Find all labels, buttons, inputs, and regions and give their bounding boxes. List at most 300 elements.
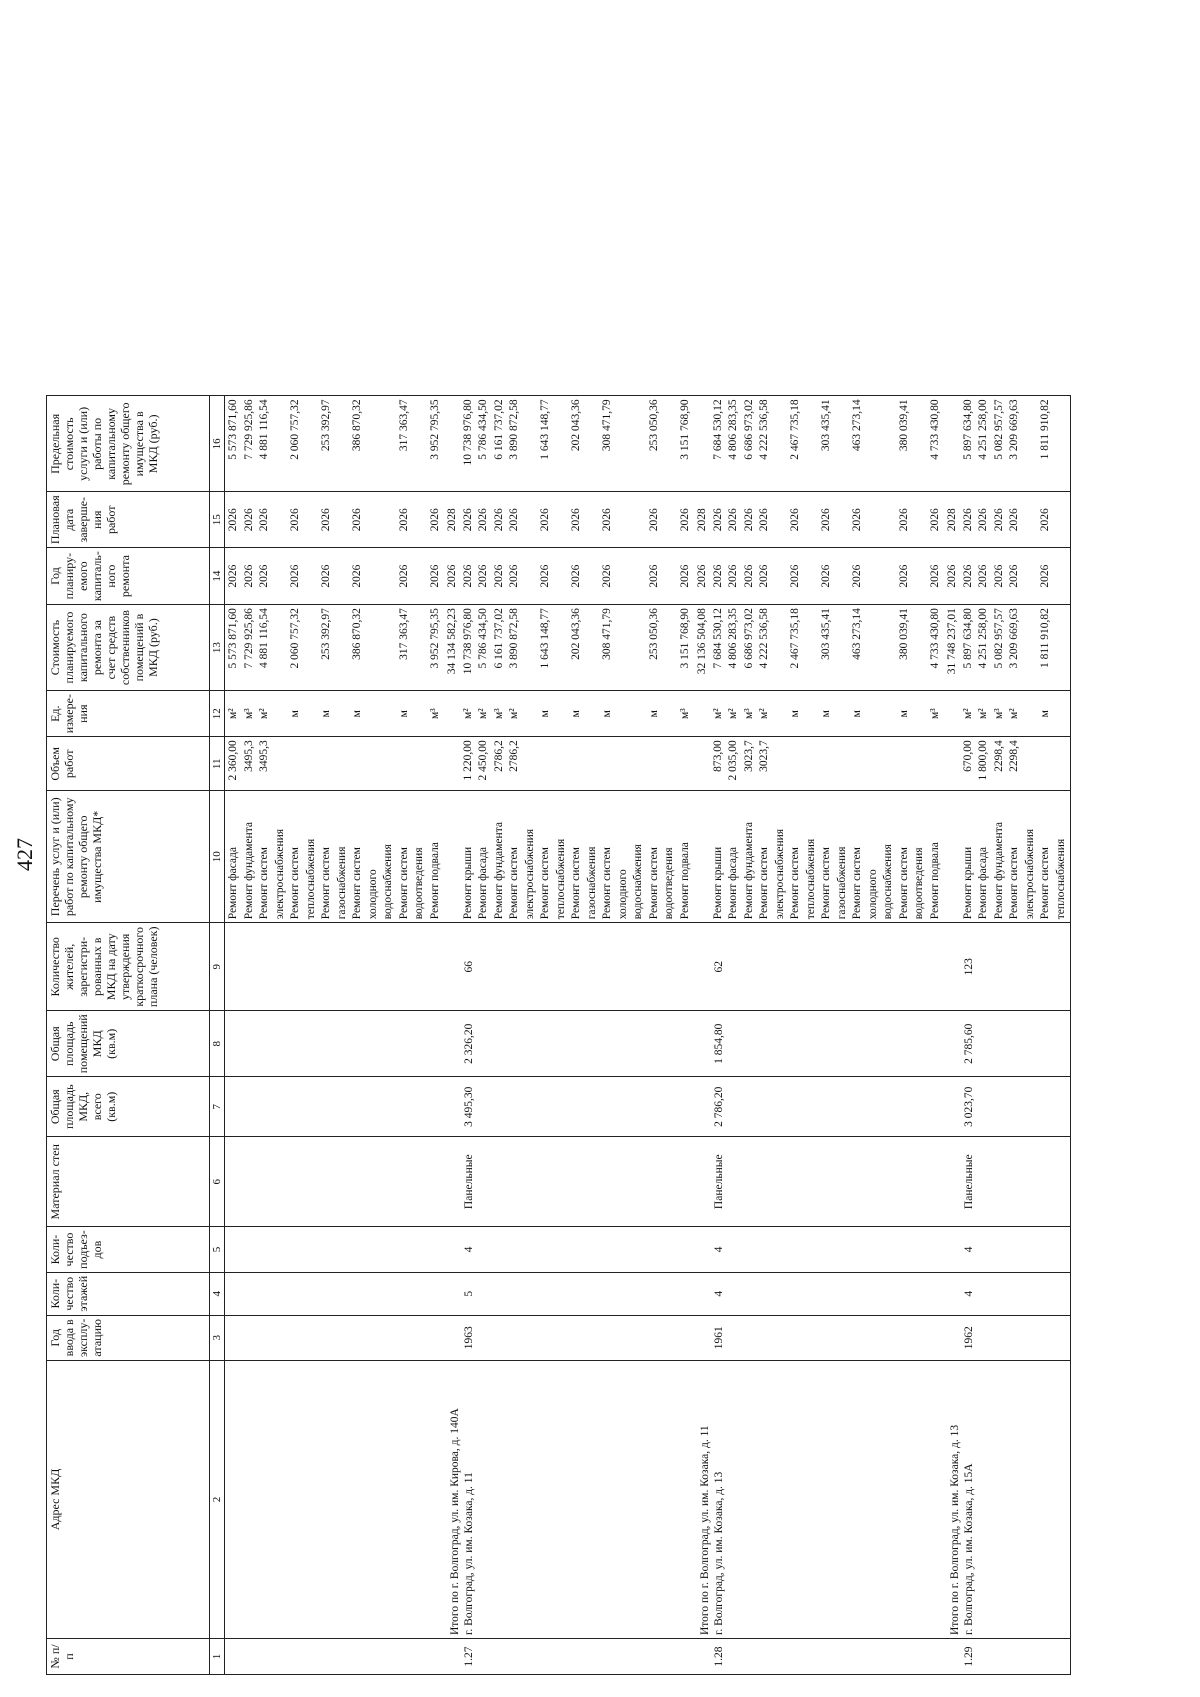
- volume-cell: [944, 737, 1071, 791]
- limit-cell: [225, 396, 445, 492]
- end-cell-value: 2026: [601, 508, 613, 532]
- year-cell-value: 2026: [461, 564, 474, 588]
- entrances-count-text: 4: [963, 1246, 975, 1253]
- limit-cell-value: 5 897 634,80: [961, 399, 974, 460]
- total-end-cell: 2028: [446, 508, 458, 532]
- cost-cell-value: 3 209 669,63: [1008, 608, 1020, 669]
- year-cell-value: 2026: [928, 564, 941, 588]
- spacer: [773, 694, 789, 733]
- col-number: 10: [210, 791, 225, 923]
- service-line: газоснабжения: [585, 846, 598, 920]
- total-service-list: [945, 794, 961, 919]
- end-cell-value: 2026: [428, 508, 441, 532]
- spacer: [273, 608, 289, 687]
- cost-cell-value: 3 890 872,58: [508, 608, 520, 669]
- service-line: теплоснабжения: [1054, 838, 1067, 920]
- spacer: [804, 551, 820, 601]
- limit-cell-value: 3 952 795,35: [428, 399, 441, 460]
- cost-cell-value: 1 643 148,77: [539, 608, 551, 669]
- service-line: Ремонт крыши: [711, 846, 724, 920]
- floors-count-text: 5: [463, 1290, 475, 1297]
- spacer: [866, 551, 882, 601]
- cost-cell: [944, 605, 1071, 691]
- house-address: г. Волгоград, ул. им. Козака, д. 13: [713, 1471, 725, 1635]
- limit-cell-value: 7 684 530,12: [711, 399, 724, 460]
- unit-cell: [444, 691, 694, 737]
- spacer: [335, 608, 351, 687]
- spacer: [1054, 551, 1070, 601]
- row-number-text: 1.29: [963, 1646, 975, 1667]
- limit-cell-value: 4 222 536,58: [758, 399, 770, 460]
- service-line: водоотведения: [913, 847, 925, 920]
- limit-cell-value: 202 043,36: [570, 399, 582, 452]
- total-year-cell: 2026: [446, 564, 458, 588]
- total-volume-cell: [945, 740, 961, 787]
- limit-cell: [944, 396, 1071, 492]
- spacer: [616, 694, 632, 733]
- total-volume-cell: [445, 740, 461, 787]
- cost-cell-value: 4 222 536,58: [758, 608, 770, 669]
- volume-cell-value: [850, 740, 866, 787]
- limit-cell-value: 5 082 957,57: [992, 399, 1005, 460]
- service-line: Ремонт систем: [539, 847, 551, 920]
- residents-count: [444, 923, 694, 1011]
- end-cell: [444, 492, 694, 548]
- unit-cell-value: м²: [711, 708, 724, 720]
- col-number: 13: [210, 605, 225, 691]
- volume-cell-value: [538, 740, 554, 787]
- spacer: [412, 740, 428, 787]
- house-address: г. Волгоград, ул. им. Козака, д. 15А: [963, 1463, 975, 1635]
- year-cell-value: 2026: [570, 564, 582, 588]
- end-cell-value: 2026: [727, 508, 739, 532]
- limit-cell-value: 5 786 434,50: [477, 399, 489, 460]
- cost-cell-value: 253 392,97: [320, 608, 332, 660]
- spacer: [554, 551, 570, 601]
- year-cell-value: 2026: [508, 564, 520, 588]
- year-cell-value: 2026: [1008, 564, 1020, 588]
- area-total: [444, 1077, 694, 1137]
- area-rooms: [944, 1011, 1071, 1077]
- volume-cell-value: [788, 740, 804, 787]
- spacer: [804, 740, 820, 787]
- col-header: Коли-чество подъез-дов: [47, 1227, 210, 1273]
- spacer: [912, 740, 928, 787]
- spacer: [335, 399, 351, 488]
- year-cell-value: 2026: [789, 564, 801, 588]
- address-cell: [694, 1361, 944, 1639]
- limit-cell-value: 4 251 258,00: [977, 399, 989, 460]
- spacer: [523, 694, 539, 733]
- spacer: [773, 740, 789, 787]
- service-line: теплоснабжения: [304, 838, 317, 920]
- end-cell-value: 2026: [320, 508, 332, 532]
- service-line: Ремонт систем: [789, 847, 801, 920]
- year-cell-value: 2026: [258, 564, 270, 588]
- volume-cell-value: [428, 740, 444, 787]
- spacer: [1023, 551, 1039, 601]
- wall-material: [694, 1137, 944, 1227]
- unit-cell-value: м: [601, 710, 613, 718]
- cost-cell: [694, 605, 944, 691]
- house-block: [944, 396, 1071, 1675]
- limit-cell-value: 1 811 910,82: [1039, 399, 1051, 460]
- volume-cell-value: 2298,4: [992, 740, 1005, 772]
- spacer: [631, 495, 647, 544]
- spacer: [1054, 495, 1070, 544]
- end-cell-value: 2026: [461, 508, 474, 532]
- spacer: [585, 740, 601, 787]
- spacer: [773, 495, 789, 544]
- year-cell-value: 2026: [977, 564, 989, 588]
- service-line: Ремонт крыши: [461, 846, 474, 920]
- limit-cell-value: 3 151 768,90: [678, 399, 691, 460]
- end-cell-value: 2026: [397, 508, 410, 532]
- table-body: [225, 396, 1071, 1675]
- spacer: [585, 694, 601, 733]
- unit-cell-value: м²: [1008, 708, 1020, 720]
- service-line: Ремонт фасада: [477, 847, 489, 920]
- total-label: Итого по г. Волгоград, ул. им. Кирова, д. 140А: [449, 1408, 461, 1635]
- total-volume-cell: [695, 740, 711, 787]
- service-line: водоотведения: [663, 847, 675, 920]
- year-cell-value: 2026: [227, 564, 239, 588]
- service-line: электроснабжения: [273, 828, 286, 920]
- spacer: [616, 495, 632, 544]
- col-number: 5: [210, 1227, 225, 1273]
- floors-count: [944, 1272, 1071, 1315]
- year-built-text: 1961: [713, 1326, 725, 1350]
- spacer: [335, 694, 351, 733]
- service-line: Ремонт крыши: [961, 846, 974, 920]
- year-cell-value: 2026: [1039, 564, 1051, 588]
- end-cell-value: 2026: [961, 508, 974, 532]
- house-block: [694, 396, 944, 1675]
- volume-cell-value: [288, 740, 304, 787]
- spacer: [1023, 608, 1039, 687]
- service-line: водоснабжения: [882, 844, 894, 920]
- spacer: [881, 694, 897, 733]
- end-cell-value: 2026: [789, 508, 801, 532]
- volume-cell-value: 873,00: [711, 740, 724, 772]
- spacer: [273, 399, 289, 488]
- spacer: [523, 399, 539, 488]
- area-rooms-text: 2 326,20: [463, 1023, 475, 1064]
- limit-cell-value: 4 806 283,35: [727, 399, 739, 460]
- total-year-cell: 2026: [696, 564, 708, 588]
- limit-cell-value: 303 435,41: [820, 399, 832, 452]
- end-cell-value: 2026: [508, 508, 520, 532]
- total-limit-cell: [945, 399, 961, 488]
- residents-count: [944, 923, 1071, 1011]
- spacer: [616, 551, 632, 601]
- spacer: [273, 551, 289, 601]
- spacer: [835, 495, 851, 544]
- spacer: [804, 608, 820, 687]
- volume-cell-value: [600, 740, 616, 787]
- unit-cell-value: м: [1039, 710, 1051, 718]
- spacer: [304, 608, 320, 687]
- service-line: теплоснабжения: [804, 838, 817, 920]
- year-cell-value: 2026: [678, 564, 691, 588]
- col-header: Общая площадь помещений МКД (кв.м): [47, 1011, 210, 1077]
- unit-cell-value: м²: [508, 708, 520, 720]
- spacer: [554, 495, 570, 544]
- col-number: 1: [210, 1639, 225, 1675]
- spacer: [866, 495, 882, 544]
- wall-material: [225, 1137, 445, 1227]
- spacer: [554, 740, 570, 787]
- year-cell-value: 2026: [820, 564, 832, 588]
- house-address: г. Волгоград, ул. им. Козака, д. 11: [463, 1472, 475, 1635]
- service-line: Ремонт систем: [1039, 847, 1051, 920]
- spacer: [554, 694, 570, 733]
- row-number: [694, 1639, 944, 1675]
- service-line: Ремонт систем: [851, 847, 863, 920]
- unit-cell-value: м: [289, 710, 301, 718]
- cost-cell-value: 317 363,47: [397, 608, 410, 660]
- spacer: [662, 694, 678, 733]
- service-line: Ремонт систем: [1008, 847, 1020, 920]
- service-line: Ремонт систем: [289, 847, 301, 920]
- unit-cell-value: м: [897, 710, 910, 718]
- row-number: [944, 1639, 1071, 1675]
- year-cell-value: 2026: [851, 564, 863, 588]
- spacer: [366, 608, 382, 687]
- unit-cell-value: м: [539, 710, 551, 718]
- service-line: Ремонт систем: [570, 847, 582, 920]
- spacer: [881, 608, 897, 687]
- end-cell-value: 2026: [1008, 508, 1020, 532]
- service-line: Ремонт фундамента: [492, 822, 505, 920]
- spacer: [835, 551, 851, 601]
- volume-cell-value: [319, 740, 335, 787]
- residents-count: [225, 923, 445, 1011]
- unit-cell-value: м²: [758, 708, 770, 720]
- col-number: 2: [210, 1361, 225, 1639]
- spacer: [554, 608, 570, 687]
- service-list: [694, 791, 944, 923]
- limit-cell-value: 3 890 872,58: [508, 399, 520, 460]
- year-cell-value: 2026: [477, 564, 489, 588]
- area-rooms: [225, 1011, 445, 1077]
- unit-cell-value: м³: [928, 708, 941, 720]
- spacer: [381, 608, 397, 687]
- volume-cell: [694, 737, 944, 791]
- col-number: 9: [210, 923, 225, 1011]
- spacer: [335, 495, 351, 544]
- service-line: Ремонт систем: [351, 847, 363, 920]
- spacer: [631, 694, 647, 733]
- cost-cell-value: 2 060 757,32: [289, 608, 301, 669]
- service-list: [444, 791, 694, 923]
- year-built-text: 1963: [463, 1326, 475, 1350]
- col-header: Количество жителей, зарегистри-рованных в МКД на дату утверждения краткосрочного плана (человек): [47, 923, 210, 1011]
- volume-cell-value: [647, 740, 663, 787]
- spacer: [662, 608, 678, 687]
- spacer: [304, 694, 320, 733]
- wall-material-text: Панельные: [463, 1154, 475, 1210]
- service-line: Ремонт подвала: [928, 842, 941, 920]
- total-label: Итого по г. Волгоград, ул. им. Козака, д. 11: [699, 1425, 711, 1635]
- service-line: Ремонт систем: [601, 847, 613, 920]
- spacer: [412, 608, 428, 687]
- limit-cell-value: 2 467 735,18: [789, 399, 801, 460]
- col-header: Перечень услуг и (или) работ по капитальному ремонту общего имущества МКД*: [47, 791, 210, 923]
- col-header: Адрес МКД: [47, 1361, 210, 1639]
- col-header: Коли-чество этажей: [47, 1272, 210, 1315]
- col-header: Стоимость планируемого капитального ремонта за счет средств собственников помещений в МКД (руб.): [47, 605, 210, 691]
- residents-count-text: 62: [713, 961, 725, 973]
- unit-cell-value: м²: [977, 708, 989, 720]
- unit-cell-value: м: [570, 710, 582, 718]
- limit-cell-value: 386 870,32: [351, 399, 363, 452]
- limit-cell-value: 317 363,47: [397, 399, 410, 452]
- row-number-text: 1.28: [713, 1646, 725, 1667]
- unit-cell-value: м³: [992, 708, 1005, 720]
- total-year-cell: 2026: [946, 564, 958, 588]
- spacer: [912, 608, 928, 687]
- volume-cell-value: 3495,3: [242, 740, 255, 772]
- unit-cell-value: м²: [961, 708, 974, 720]
- year-cell: [225, 548, 445, 605]
- service-list: [944, 791, 1071, 923]
- spacer: [366, 694, 382, 733]
- spacer: [912, 551, 928, 601]
- entrances-count-text: 4: [463, 1246, 475, 1253]
- service-line: Ремонт систем: [508, 847, 520, 920]
- spacer: [273, 694, 289, 733]
- year-cell-value: 2026: [711, 564, 724, 588]
- spacer: [1023, 495, 1039, 544]
- col-number: 16: [210, 396, 225, 492]
- floors-count: [225, 1272, 445, 1315]
- spacer: [412, 399, 428, 488]
- end-cell-value: 2026: [758, 508, 770, 532]
- year-cell-value: 2026: [727, 564, 739, 588]
- col-header: № п/п: [47, 1639, 210, 1675]
- cost-cell-value: 5 573 871,60: [227, 608, 239, 669]
- volume-cell-value: [1038, 740, 1054, 787]
- spacer: [366, 551, 382, 601]
- volume-cell-value: 1 220,00: [461, 740, 474, 781]
- spacer: [304, 740, 320, 787]
- unit-cell-value: м²: [727, 708, 739, 720]
- spacer: [523, 495, 539, 544]
- spacer: [381, 399, 397, 488]
- col-number: 8: [210, 1011, 225, 1077]
- spacer: [912, 694, 928, 733]
- volume-cell-value: 2298,4: [1008, 740, 1020, 772]
- cost-cell-value: 4 881 116,54: [258, 608, 270, 669]
- floors-count-text: 4: [713, 1290, 725, 1297]
- unit-cell-value: м²: [227, 708, 239, 720]
- year-cell-value: 2026: [742, 564, 755, 588]
- area-total-text: 3 023,70: [963, 1086, 975, 1127]
- end-cell-value: 2026: [678, 508, 691, 532]
- service-line: холодного: [616, 869, 629, 920]
- service-line: Ремонт фундамента: [242, 822, 255, 920]
- volume-cell-value: [897, 740, 913, 787]
- service-line: Ремонт фасада: [977, 847, 989, 920]
- cost-cell-value: 386 870,32: [351, 608, 363, 660]
- entrances-count: [444, 1227, 694, 1273]
- year-cell-value: 2026: [289, 564, 301, 588]
- column-number-row: [210, 396, 225, 1675]
- limit-cell: [444, 396, 694, 492]
- spacer: [835, 740, 851, 787]
- year-built: [944, 1315, 1071, 1360]
- spacer: [523, 608, 539, 687]
- spacer: [273, 495, 289, 544]
- volume-cell-value: [350, 740, 366, 787]
- cost-cell-value: 7 729 925,86: [242, 608, 255, 669]
- area-total: [694, 1077, 944, 1137]
- spacer: [662, 551, 678, 601]
- unit-cell: [694, 691, 944, 737]
- service-line: Ремонт систем: [758, 847, 770, 920]
- spacer: [273, 740, 289, 787]
- year-built: [225, 1315, 445, 1360]
- end-cell-value: 2026: [227, 508, 239, 532]
- cost-cell-value: 5 082 957,57: [992, 608, 1005, 669]
- spacer: [1023, 399, 1039, 488]
- service-line: водоснабжения: [382, 844, 394, 920]
- end-cell-value: 2026: [647, 508, 660, 532]
- total-service-list: [445, 794, 461, 919]
- total-label: Итого по г. Волгоград, ул. им. Козака, д. 13: [949, 1424, 961, 1635]
- row-number: [444, 1639, 694, 1675]
- spacer: [366, 399, 382, 488]
- service-line: электроснабжения: [1023, 828, 1036, 920]
- service-line: Ремонт фундамента: [992, 822, 1005, 920]
- spacer: [881, 495, 897, 544]
- volume-cell-value: 2786,2: [492, 740, 505, 772]
- year-cell-value: 2026: [601, 564, 613, 588]
- service-line: холодного: [866, 869, 879, 920]
- floors-count-text: 4: [963, 1290, 975, 1297]
- col-header: Год планиру-емого капиталь-ного ремонта: [47, 548, 210, 605]
- cost-cell-value: 4 733 430,80: [928, 608, 941, 669]
- area-total-text: 3 495,30: [463, 1086, 475, 1127]
- limit-cell-value: 6 161 737,02: [492, 399, 505, 460]
- unit-cell-value: м²: [461, 708, 474, 720]
- spacer: [523, 551, 539, 601]
- service-line: Ремонт фасада: [227, 847, 239, 920]
- spacer: [866, 694, 882, 733]
- cost-cell-value: 308 471,79: [601, 608, 613, 660]
- year-cell: [444, 548, 694, 605]
- unit-cell-value: м³: [742, 708, 755, 720]
- spacer: [912, 399, 928, 488]
- unit-cell-value: м²: [477, 708, 489, 720]
- spacer: [381, 495, 397, 544]
- residents-count-text: 123: [963, 958, 975, 976]
- limit-cell-value: 308 471,79: [601, 399, 613, 452]
- end-cell: [944, 492, 1071, 548]
- spacer: [366, 740, 382, 787]
- wall-material: [944, 1137, 1071, 1227]
- cost-cell-value: 7 684 530,12: [711, 608, 724, 669]
- limit-cell-value: 463 273,14: [851, 399, 863, 452]
- volume-cell-value: [928, 740, 944, 787]
- limit-cell-value: 6 686 973,02: [742, 399, 755, 460]
- address-cell: [225, 1361, 445, 1639]
- service-line: Ремонт систем: [397, 847, 410, 920]
- volume-cell-value: [569, 740, 585, 787]
- unit-cell-value: м: [820, 710, 832, 718]
- col-number: 4: [210, 1272, 225, 1315]
